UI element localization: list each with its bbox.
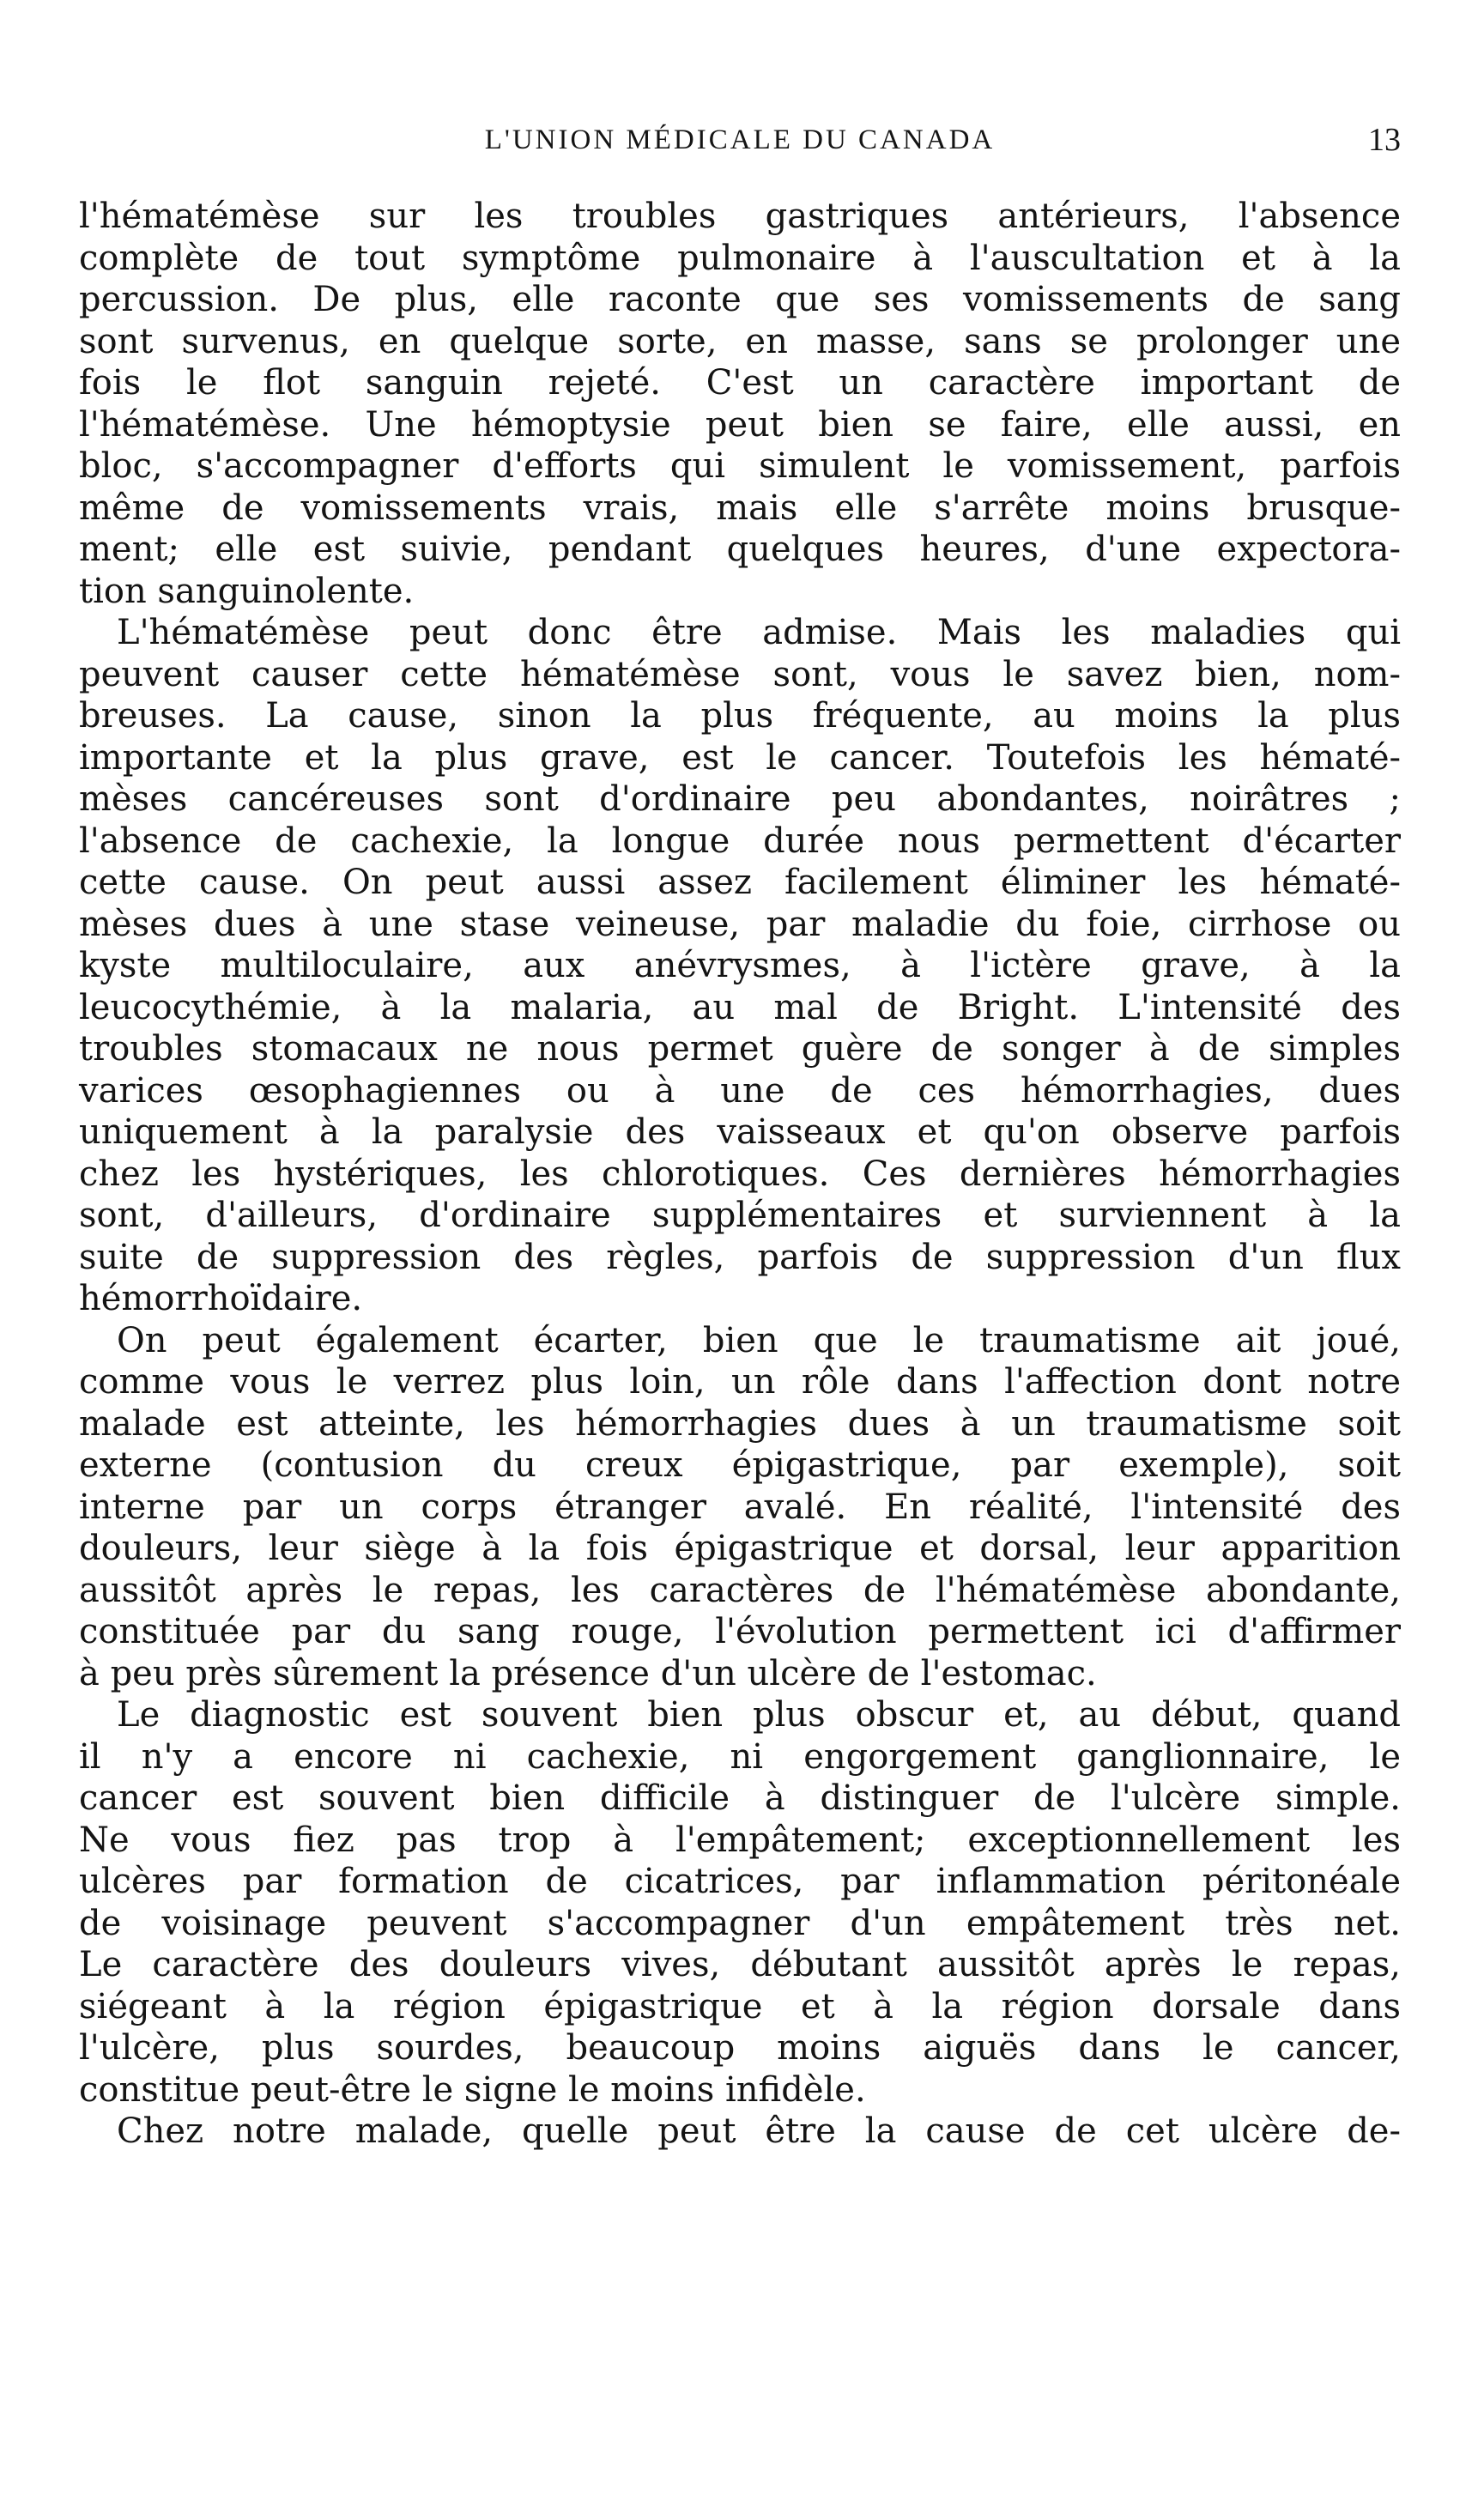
- text-line: chez les hystériques, les chlorotiques. Ces dernières hémorrhagies: [79, 1154, 1401, 1194]
- text-line: externe (contusion du creux épigastrique, par exemple), soit: [79, 1445, 1401, 1485]
- text-line: complète de tout symptôme pulmonaire à l'auscultation et à la: [79, 238, 1401, 278]
- journal-title: L'UNION MÉDICALE DU CANADA: [484, 124, 996, 155]
- text-line: breuses. La cause, sinon la plus fréquente, au moins la plus: [79, 696, 1401, 736]
- text-line: varices œsophagiennes ou à une de ces hémorrhagies, dues: [79, 1070, 1401, 1111]
- text-line: constituée par du sang rouge, l'évolution permettent ici d'affirmer: [79, 1612, 1401, 1651]
- page-number: 13: [1368, 122, 1401, 158]
- text-line: à peu près sûrement la présence d'un ulcère de l'estomac.: [79, 1653, 1097, 1693]
- text-line: l'absence de cachexie, la longue durée nous permettent d'écarter: [79, 821, 1401, 861]
- text-line: leucocythémie, à la malaria, au mal de Bright. L'intensité des: [79, 987, 1401, 1027]
- text-line: hémorrhoïdaire.: [79, 1279, 363, 1318]
- text-line: interne par un corps étranger avalé. En réalité, l'intensité des: [79, 1487, 1401, 1527]
- text-line: uniquement à la paralysie des vaisseaux et qu'on observe parfois: [79, 1112, 1401, 1152]
- text-line: malade est atteinte, les hémorrhagies dues à un traumatisme soit: [79, 1403, 1401, 1444]
- text-line: kyste multiloculaire, aux anévrysmes, à l'ictère grave, à la: [79, 946, 1401, 985]
- text-line: importante et la plus grave, est le cancer. Toutefois les hématé-: [79, 737, 1401, 778]
- text-line: percussion. De plus, elle raconte que ses vomissements de sang: [79, 280, 1401, 319]
- text-line: même de vomissements vrais, mais elle s'arrête moins brusque-: [79, 488, 1401, 528]
- text-line: ment; elle est suivie, pendant quelques heures, d'une expectora-: [79, 530, 1401, 569]
- text-line: fois le flot sanguin rejeté. C'est un caractère important de: [79, 363, 1401, 403]
- text-line: troubles stomacaux ne nous permet guère de songer à de simples: [79, 1029, 1401, 1069]
- text-line: de voisinage peuvent s'accompagner d'un empâtement très net.: [79, 1903, 1401, 1943]
- text-line: l'ulcère, plus sourdes, beaucoup moins aiguës dans le cancer,: [79, 2028, 1401, 2068]
- text-line: cette cause. On peut aussi assez facilement éliminer les hématé-: [79, 863, 1401, 902]
- text-line: l'hématémèse sur les troubles gastriques antérieurs, l'absence: [79, 197, 1401, 236]
- text-line: il n'y a encore ni cachexie, ni engorgement ganglionnaire, le: [79, 1736, 1401, 1777]
- body-text: [79, 196, 1401, 2153]
- text-line: douleurs, leur siège à la fois épigastrique et dorsal, leur apparition: [79, 1529, 1401, 1568]
- text-line: bloc, s'accompagner d'efforts qui simulent le vomissement, parfois: [79, 446, 1401, 486]
- text-line: siégeant à la région épigastrique et à la région dorsale dans: [79, 1986, 1401, 2026]
- text-line: Le diagnostic est souvent bien plus obscur et, au début, quand: [117, 1695, 1401, 1735]
- running-head: [79, 118, 1401, 161]
- text-line: constitue peut-être le signe le moins infidèle.: [79, 2069, 866, 2110]
- text-line: comme vous le verrez plus loin, un rôle dans l'affection dont notre: [79, 1362, 1401, 1402]
- text-line: Ne vous fiez pas trop à l'empâtement; exceptionnellement les: [79, 1820, 1401, 1860]
- text-line: sont survenus, en quelque sorte, en masse, sans se prolonger une: [79, 321, 1401, 361]
- text-line: aussitôt après le repas, les caractères de l'hématémèse abondante,: [79, 1570, 1401, 1610]
- text-line: sont, d'ailleurs, d'ordinaire supplémentaires et surviennent à la: [79, 1196, 1401, 1235]
- text-line: cancer est souvent bien difficile à distinguer de l'ulcère simple.: [79, 1778, 1401, 1818]
- text-line: l'hématémèse. Une hémoptysie peut bien se faire, elle aussi, en: [79, 404, 1401, 445]
- text-line: On peut également écarter, bien que le traumatisme ait joué,: [117, 1320, 1401, 1360]
- text-line: Le caractère des douleurs vives, débutant aussitôt après le repas,: [79, 1945, 1401, 1984]
- text-line: mèses cancéreuses sont d'ordinaire peu abondantes, noirâtres ;: [79, 779, 1401, 819]
- text-line: peuvent causer cette hématémèse sont, vous le savez bien, nom-: [79, 654, 1401, 694]
- text-line: tion sanguinolente.: [79, 571, 415, 611]
- text-line: L'hématémèse peut donc être admise. Mais les maladies qui: [117, 613, 1401, 652]
- text-line: suite de suppression des règles, parfois de suppression d'un flux: [79, 1237, 1401, 1277]
- text-line: mèses dues à une stase veineuse, par maladie du foie, cirrhose ou: [79, 904, 1401, 944]
- text-line: Chez notre malade, quelle peut être la cause de cet ulcère de-: [117, 2111, 1401, 2151]
- text-line: ulcères par formation de cicatrices, par inflammation péritonéale: [79, 1862, 1401, 1901]
